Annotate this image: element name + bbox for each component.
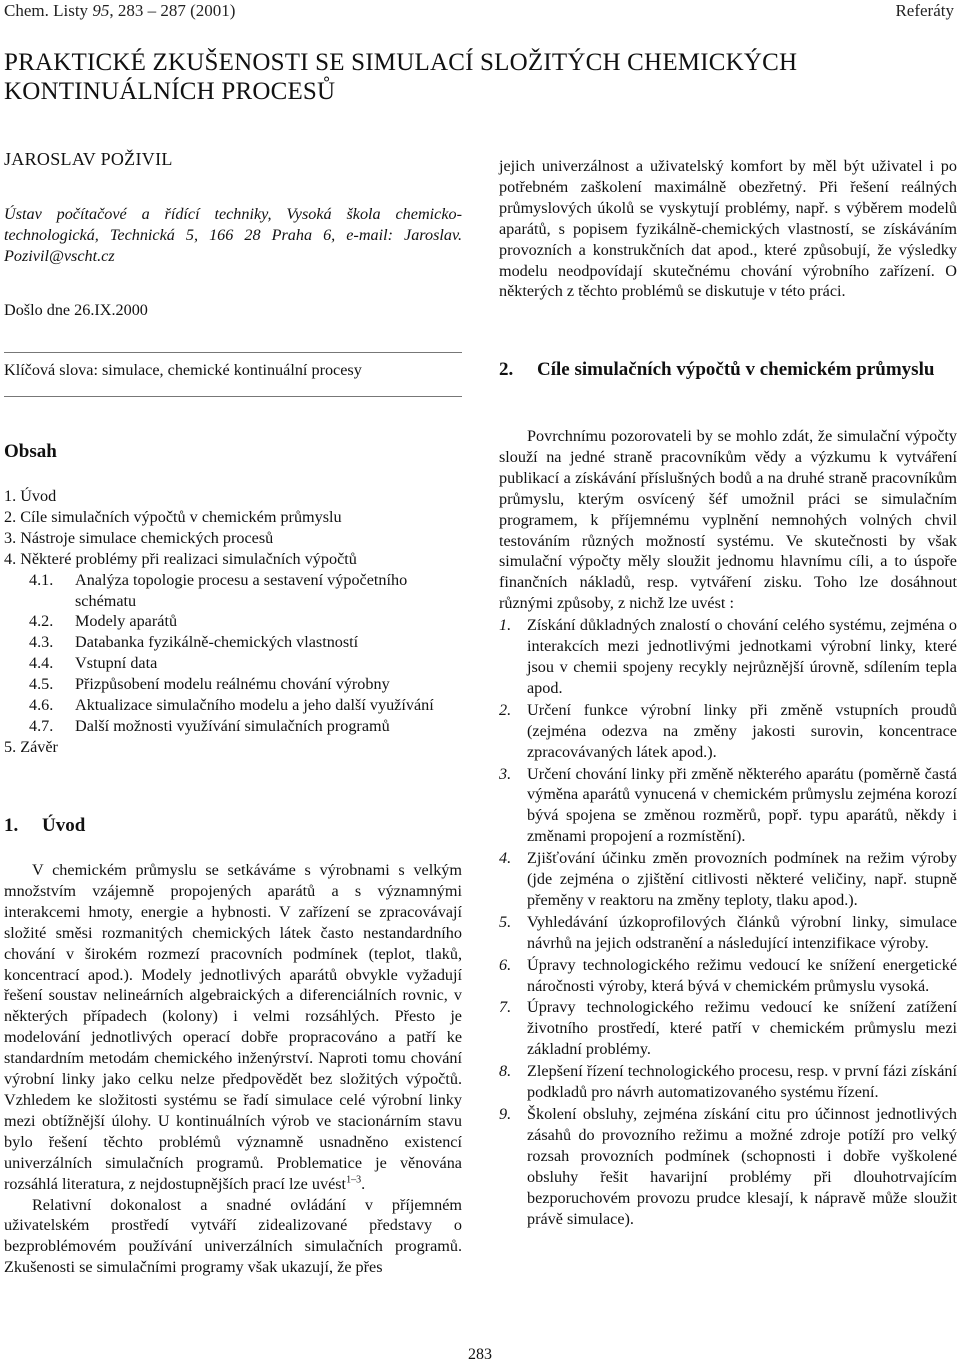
toc-item-number: 4.5. (29, 675, 54, 694)
toc-item (4, 570, 462, 612)
toc-item (4, 716, 462, 737)
goal-item-text: Úpravy technologického režimu vedoucí ke snížení energetické náročnosti výroby, která bývá v chemickém průmyslu vysoká. (527, 955, 957, 995)
journal-volume: 95 (92, 1, 110, 20)
goal-item (499, 615, 957, 699)
goal-item (499, 912, 957, 954)
section-1-paragraph-2: Relativní dokonalost a snadné ovládání v příjemném uživatelském prostředí vytváří zidealizované představy o bezproblémovém používání univerzálních simulačních programů. Zkušenosti se simulačními programy však ukazují, že přes (4, 1195, 462, 1277)
goal-item (499, 764, 957, 848)
article-title: PRAKTICKÉ ZKUŠENOSTI SE SIMULACÍ SLOŽITÝCH CHEMICKÝCH KONTINUÁLNÍCH PROCESŮ (4, 49, 798, 105)
section-1-body (4, 860, 462, 1278)
toc-item (4, 528, 462, 549)
goal-item-number: 5. (499, 912, 512, 931)
section-2-body (499, 426, 957, 1229)
author-name: JAROSLAV POŽIVIL (4, 149, 173, 169)
goal-item-number: 9. (499, 1105, 512, 1123)
section-1-number: 1. (4, 815, 19, 836)
toc-item-number: 4.2. (29, 612, 54, 631)
goal-item-number: 8. (499, 1062, 512, 1081)
goal-item (499, 1104, 957, 1229)
toc-item-number: 4.4. (29, 654, 54, 673)
toc-item-text: Úvod (20, 487, 57, 505)
toc-item-text: Nástroje simulace chemických procesů (20, 528, 274, 547)
goal-item-number: 4. (499, 849, 512, 868)
paragraph-text: V chemickém průmyslu se setkáváme s výrobnami s velkým množstvím vzájemně propojených aparátů a s významnými interakcemi hmoty, energie a hybnosti. V zařízení se zpracovávají složité směsi rozmanitých chemických látek často nestandardního chování v širokém rozmezí pracovních podmínek (teplot, tlaků, koncentrací apod.). Modely jednotlivých aparátů obvykle vyžadují řešení soustav nelineárních algebraických a diferenciálních rovnic, v některých případech (kolony) i velmi rozsáhlých. Přesto je modelování jednotlivých operací dobře propracováno a patří ke standardním metodám chemického inženýrství. Naproti tomu chování výrobní linky jako celku nelze předpovědět bez složitých výpočtů. Vzhledem ke složitosti systému se řadí simulace celé výrobní linky mezi obtížnější úlohy. U kontinuálních výrob ve stacionárním stavu bylo řešení těchto problémů významně usnadněno existencí univerzálních simulačních programů. Problematice je věnována rozsáhlá literatura, z nejdostupnějších prací lze uvést (4, 861, 462, 1193)
toc-item-number: 2. (4, 507, 17, 526)
toc-item-number: 4.3. (29, 633, 54, 652)
keywords-rule-top (4, 352, 462, 353)
toc-item-number: 4.1. (29, 570, 54, 589)
goal-item-number: 2. (499, 700, 512, 719)
toc-item-text: Další možnosti využívání simulačních programů (75, 716, 390, 735)
toc-item (4, 632, 462, 653)
section-1-paragraph-1 (4, 860, 462, 1195)
journal-name: Chem. Listy (4, 1, 93, 20)
goal-item (499, 848, 957, 911)
section-2-title: Cíle simulačních výpočtů v chemickém průmyslu (537, 359, 935, 380)
abstract (499, 156, 957, 302)
goal-item-text: Určení chování linky při změně některého aparátu (poměrně častá výměna aparátů vynucená v chemickém průmyslu zejména korozí bývá spojena se změnou rozměrů, popř. typu aparátů, někdy i změnami propojení a rozmístění). (527, 764, 957, 846)
abstract-text: jejich univerzálnost a uživatelský komfort by měl být uživatel i po potřebném zaškolení maximálně obezřetný. Při řešení reálných průmyslových úkolů se vyskytují problémy, např. s výběrem modelů aparátů, s popisem fyzikálně-chemických vlastností, se získáváním provozních a konstrukčních dat apod., které způsobují, že výsledky modelu neodpovídají skutečnému chování výrobního zařízení. O některých z těchto problémů se diskutuje v této práci. (499, 157, 957, 301)
toc-item-number: 5. (4, 737, 17, 756)
section-2-heading (499, 358, 957, 382)
goal-item-text: Získání důkladných znalostí o chování celého systému, zejména o interakcích mezi jednotlivými jednotkami výrobní linky, které jsou v chemii spojeny recykly nejrůznější úrovně, sdílením tepla apod. (527, 616, 957, 697)
goal-item (499, 955, 957, 997)
section-1-title: Úvod (42, 815, 86, 836)
goal-item (499, 700, 957, 763)
toc-item-text: Přizpůsobení modelu reálnému chování výrobny (75, 675, 390, 694)
toc-item (4, 737, 462, 758)
section-2-intro: Povrchnímu pozorovateli by se mohlo zdát, že simulační výpočty slouží na jedné straně pracovníkům vědy a výzkumu k vytváření publikací a získávání příslušných bodů a na druhé straně pracovníkům průmyslu, kterým osvícený šéf umožnil práci se simulačním programem, k příjemnému vyplnění nemnohých volných chvil testováním různých možností systému. Ve skutečnosti by však simulační výpočty měly sloužit jednomu hlavnímu cíli, a to úspoře finančních nákladů, resp. vytváření zisku. Toho lze dosáhnout různými způsoby, z nichž lze uvést : (499, 427, 957, 613)
toc-item-text: Některé problémy při realizaci simulačních výpočtů (20, 549, 357, 568)
page-number: 283 (468, 1346, 492, 1363)
toc-item-text: Modely aparátů (75, 612, 178, 631)
toc-item (4, 674, 462, 695)
goal-item (499, 997, 957, 1060)
goal-item-text: Zlepšení řízení technologického procesu, resp. v první fázi získání podkladů pro návrh automatizovaného systému řízení. (527, 1062, 957, 1102)
toc-item (4, 549, 462, 570)
running-head-section: Referáty (895, 1, 954, 20)
goal-item-number: 7. (499, 998, 512, 1017)
received-date: Došlo dne 26.IX.2000 (4, 301, 148, 319)
toc-item-text: Analýza topologie procesu a sestavení výpočetního schématu (75, 570, 408, 610)
citation-ref: 1–3 (346, 1174, 362, 1186)
toc-item (4, 486, 462, 507)
goal-item (499, 1061, 957, 1103)
toc-item-number: 4. (4, 549, 17, 568)
toc-item-text: Databanka fyzikálně-chemických vlastností (75, 633, 359, 652)
goals-list (499, 615, 957, 1229)
toc-heading: Obsah (4, 441, 57, 462)
running-head-citation (4, 0, 235, 22)
goal-item-number: 6. (499, 955, 512, 974)
section-1-heading (4, 814, 85, 838)
keywords-rule-bottom (4, 396, 462, 397)
toc-item-number: 1. (4, 487, 17, 505)
author-affiliation: Ústav počítačové a řídící techniky, Vysoká škola chemicko-technologická, Technická 5, 166 28 Praha 6, e-mail: Jaroslav. Pozivil@vscht.cz (4, 205, 462, 265)
journal-pages: , 283 – 287 (2001) (109, 1, 236, 20)
toc-item-text: Závěr (20, 737, 58, 756)
goal-item-text: Úpravy technologického režimu vedoucí ke snížení zatížení životního prostředí, které patří v chemickém průmyslu mezi základní problémy. (527, 998, 957, 1059)
goal-item-text: Školení obsluhy, zejména získání citu pro účinnost jednotlivých zásahů do provozního režimu a možné zdroje potíží pro velký rozsah provozních podmínek (schopnosti i dobře vyškolené obsluhy řešit havarijní problémy při dlouhotrvajícím bezporuchovém provozu prudce klesají, k nápravě může sloužit právě simulace). (527, 1105, 957, 1228)
toc-item-number: 4.6. (29, 696, 54, 715)
table-of-contents (4, 486, 462, 758)
toc-item-number: 4.7. (29, 716, 54, 735)
toc-item-text: Cíle simulačních výpočtů v chemickém průmyslu (20, 507, 342, 526)
toc-item (4, 653, 462, 674)
toc-item (4, 507, 462, 528)
goal-item-number: 3. (499, 764, 512, 783)
section-2-number: 2. (499, 359, 514, 380)
goal-item-number: 1. (499, 616, 512, 635)
goal-item-text: Vyhledávání úzkoprofilových článků výrobní linky, simulace návrhů na jejich odstranění a následující intenzifikace výroby. (527, 912, 957, 952)
toc-item-text: Aktualizace simulačního modelu a jeho další využívání (75, 696, 434, 715)
toc-item (4, 695, 462, 716)
keywords: Klíčová slova: simulace, chemické kontinuální procesy (4, 361, 362, 379)
goal-item-text: Zjišťování účinku změn provozních podmínek na režim výroby (jde zejména o zjištění citlivosti některé veličiny, např. stupně přeměny v reaktoru na změny teploty, tlaku apod.). (527, 849, 957, 909)
toc-item-text: Vstupní data (75, 654, 158, 673)
toc-item-number: 3. (4, 528, 17, 547)
toc-item (4, 611, 462, 632)
paragraph-end: . (361, 1174, 366, 1193)
goal-item-text: Určení funkce výrobní linky při změně vstupních proudů (zejména odezva na změny jakosti surovin, koncentrace zpracovávaných látek apod.). (527, 700, 957, 761)
